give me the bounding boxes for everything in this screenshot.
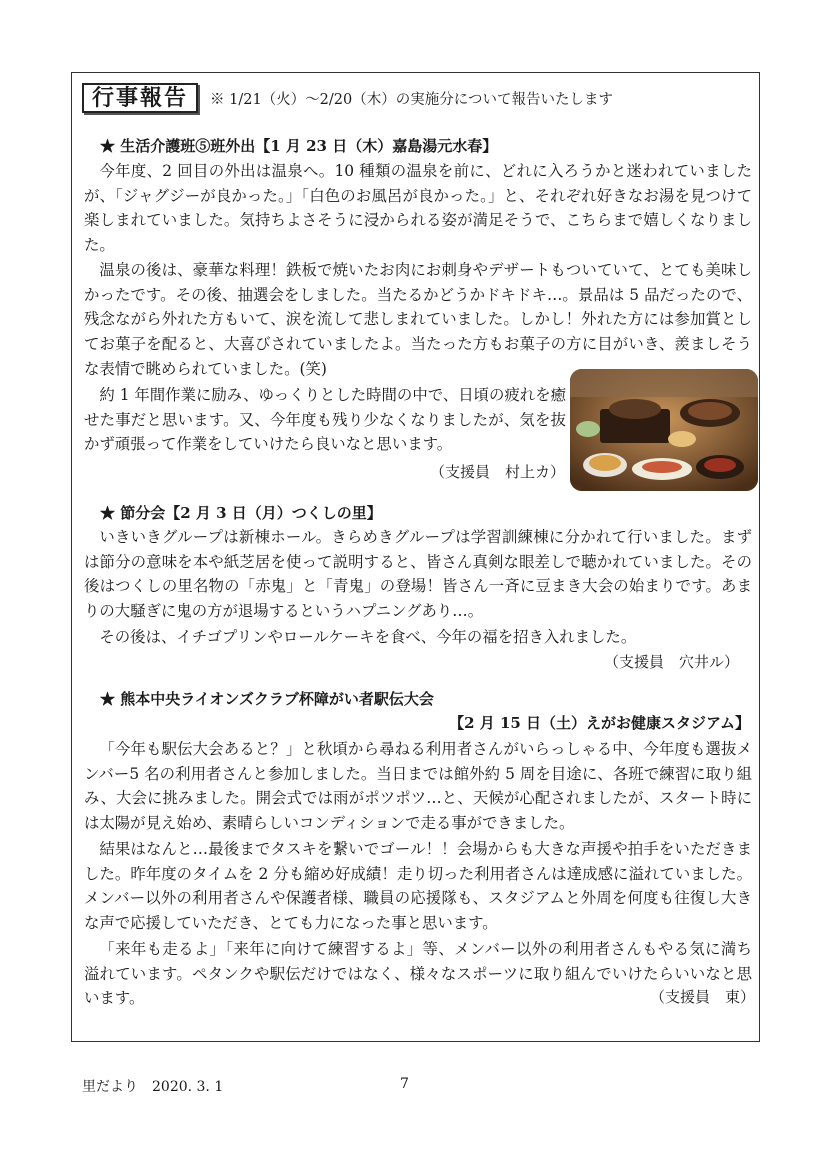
section3-signature: （支援員 東） xyxy=(650,988,756,1006)
section3-paragraph-3: 「来年も走るよ」「来年に向けて練習するよ」等、メンバー以外の利用者さんもやる気に満ち溢れています。ペタンクや駅伝だけではなく、様々なスポーツに取り組んでいけたらいいなと思います。 xyxy=(84,940,752,1008)
section2-title: ★ 節分会【2 月 3 日（月）つくしの里】 xyxy=(100,504,382,522)
section1-title: ★ 生活介護班⑤班外出【1 月 23 日（木）嘉島湯元水春】 xyxy=(100,137,498,155)
section1-signature: （支援員 村上カ） xyxy=(430,463,566,481)
food-photo xyxy=(570,369,758,491)
section1-paragraph-1: 今年度、2 回目の外出は温泉へ。10 種類の温泉を前に、どれに入ろうかと迷われていましたが、「ジャグジーが良かった。」「白色のお風呂が良かった。」と、それぞれ好きなお湯を見つけて楽しまれていました。気持ちよさそうに浸かられる姿が満足そうで、こちらまで嬉しくなりました。 xyxy=(84,162,752,255)
section3-paragraph-2: 結果はなんと…最後までタスキを繋いでゴール！！会場からも大きな声援や拍手をいただきました。昨年度のタイムを 2 分も縮め好成績！走り切った利用者さんは達成感に溢れていました。メンバー以外の利用者さんや保護者様、職員の応援隊も、スタジアムと外周を何度も往復し大きな声で応援していただき、とても力になった事と思います。 xyxy=(84,840,752,933)
section1-paragraph-3: 約 1 年間作業に励み、ゆっくりとした時間の中で、日頃の疲れを癒せた事だと思います。又、今年度も残り少なくなりましたが、気を抜かず頑張って作業をしていけたら良いなと思います。 xyxy=(84,386,566,454)
section3-paragraph-1: 「今年も駅伝大会あると？」と秋頃から尋ねる利用者さんがいらっしゃる中、今年度も選抜メンバー5 名の利用者さんと参加しました。当日までは館外約 5 周を目途に、各班で練習に取り組み、大会に挑みました。開会式では雨がポツポツ…と、天候が心配されましたが、スタート時には太陽が見え始め、素晴らしいコンディションで走る事ができました。 xyxy=(84,740,752,833)
header-note: ※ 1/21（火）～2/20（木）の実施分について報告いたします xyxy=(210,91,613,108)
report-header xyxy=(82,83,613,113)
footer-issue: 里だより 2020. 3. 1 xyxy=(82,1079,224,1095)
section2-signature: （支援員 穴井ル） xyxy=(604,653,740,671)
page-title: 行事報告 xyxy=(82,83,198,113)
section1-paragraph-2: 温泉の後は、豪華な料理！鉄板で焼いたお肉にお刺身やデザートもついていて、とても美味しかったです。その後、抽選会をしました。当たるかどうかドキドキ…。景品は 5 品だったので、残念ながら外れた方もいて、涙を流して悲しまれていました。しかし！外れた方には参加賞としてお菓子を配ると、大喜びされていましたよ。当たった方もお菓子の方に目がいき、羨ましそうな表情で眺められていました。(笑) xyxy=(84,261,752,378)
page-number: 7 xyxy=(400,1076,409,1092)
section3-title: ★ 熊本中央ライオンズクラブ杯障がい者駅伝大会 xyxy=(100,690,434,708)
section2-paragraph-1: いきいきグループは新棟ホール。きらめきグループは学習訓練棟に分かれて行いました。まずは節分の意味を本や紙芝居を使って説明すると、皆さん真剣な眼差しで聴かれていました。その後はつくしの里名物の「赤鬼」と「青鬼」の登場！皆さん一斉に豆まき大会の始まりです。あまりの大騒ぎに鬼の方が退場するというハプニングあり…。 xyxy=(84,528,752,621)
section3-date: 【2 月 15 日（土）えがお健康スタジアム】 xyxy=(449,714,750,732)
section2-paragraph-2: その後は、イチゴプリンやロールケーキを食べ、今年の福を招き入れました。 xyxy=(99,628,637,646)
food-photo-illustration xyxy=(570,369,758,491)
